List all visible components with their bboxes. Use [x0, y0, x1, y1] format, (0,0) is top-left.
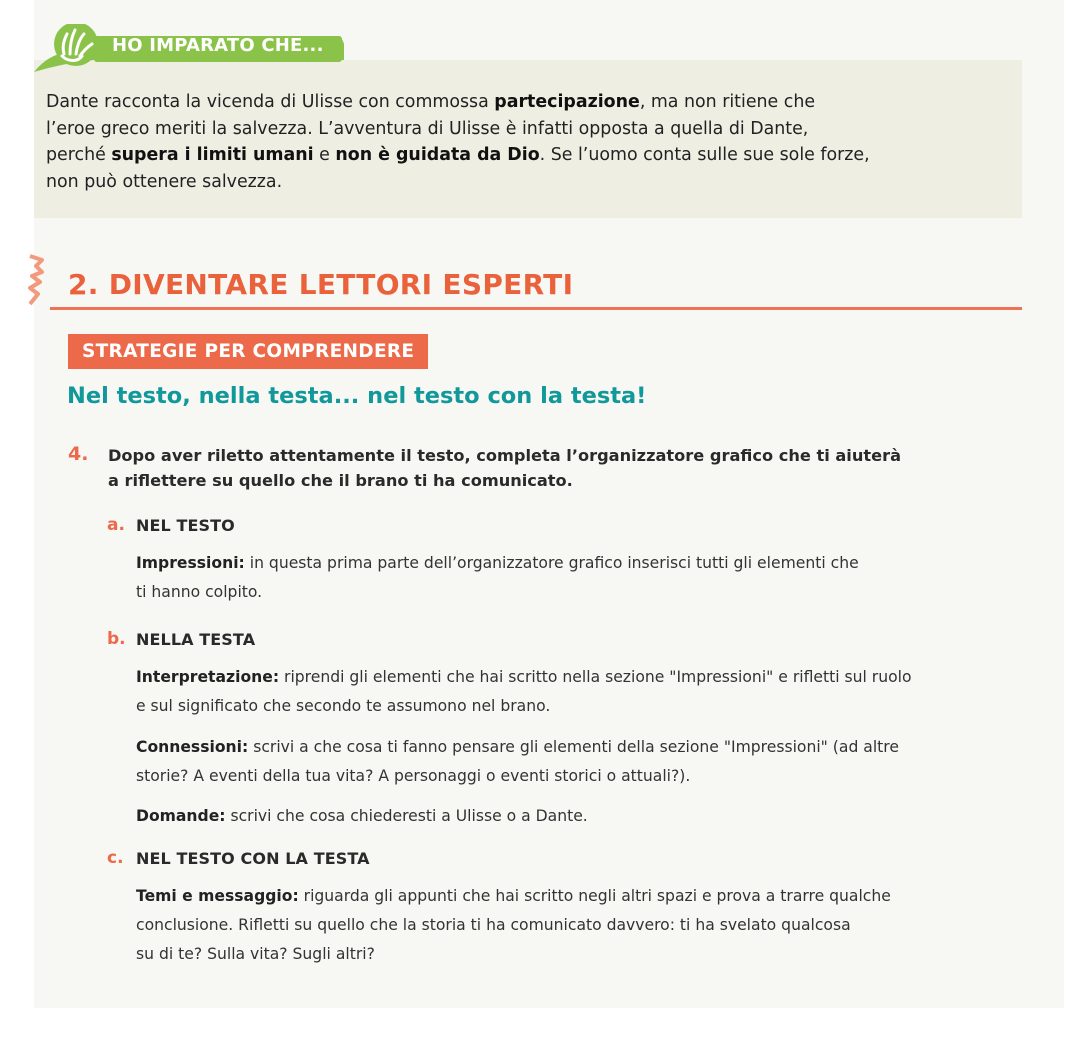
bold-dio: non è guidata da Dio	[335, 145, 540, 165]
item-b-interpretazione: Interpretazione: riprendi gli elementi che hai scritto nella sezione "Impressioni" e rifletti sul ruolo e sul significato che secondo te assumono nel brano.	[136, 668, 912, 715]
learned-title: HO IMPARATO CHE...	[112, 35, 324, 56]
section-divider	[50, 307, 1022, 310]
exercise-instruction: Dopo aver riletto attentamente il testo, completa l’organizzatore grafico che ti aiuterà a riflettere su quello che il brano ti ha comunicato.	[108, 446, 902, 490]
item-b-letter: b.	[107, 629, 126, 649]
item-c-heading: NEL TESTO CON LA TESTA	[136, 849, 370, 868]
section-subtitle: Nel testo, nella testa... nel testo con la testa!	[67, 383, 647, 409]
item-b-connessioni: Connessioni: scrivi a che cosa ti fanno pensare gli elementi della sezione "Impressioni" (ad altre storie? A eventi della tua vita? A personaggi o eventi storici o attuali?).	[136, 738, 899, 785]
item-a-heading: NEL TESTO	[136, 516, 235, 535]
item-a-impressioni: Impressioni: in questa prima parte dell’organizzatore grafico inserisci tutti gli elementi che ti hanno colpito.	[136, 554, 859, 601]
bold-partecipazione: partecipazione	[494, 92, 640, 112]
bold-limiti: supera i limiti umani	[111, 145, 314, 165]
section-title: 2. DIVENTARE LETTORI ESPERTI	[68, 268, 574, 301]
strategy-badge: STRATEGIE PER COMPRENDERE	[68, 334, 428, 369]
item-c-letter: c.	[107, 848, 124, 868]
exercise-number: 4.	[68, 443, 89, 465]
side-decoration-icon	[28, 254, 46, 306]
item-b-heading: NELLA TESTA	[136, 630, 256, 649]
learned-paragraph: Dante racconta la vicenda di Ulisse con commossa partecipazione, ma non ritiene che l’eroe greco meriti la salvezza. L’avventura di Ulisse è infatti opposta a quella di Dante, perché supera i limiti umani e non è guidata da Dio. Se l’uomo conta sulle sue sole forze, non può ottenere salvezza.	[46, 92, 870, 192]
item-b-domande: Domande: scrivi che cosa chiederesti a Ulisse o a Dante.	[136, 807, 588, 825]
item-a-letter: a.	[107, 515, 125, 535]
item-c-temi: Temi e messaggio: riguarda gli appunti che hai scritto negli altri spazi e prova a trarre qualche conclusione. Rifletti su quello che la storia ti ha comunicato davvero: ti ha svelato qualcosa su di te? Sulla vita? Sugli altri?	[136, 887, 891, 963]
